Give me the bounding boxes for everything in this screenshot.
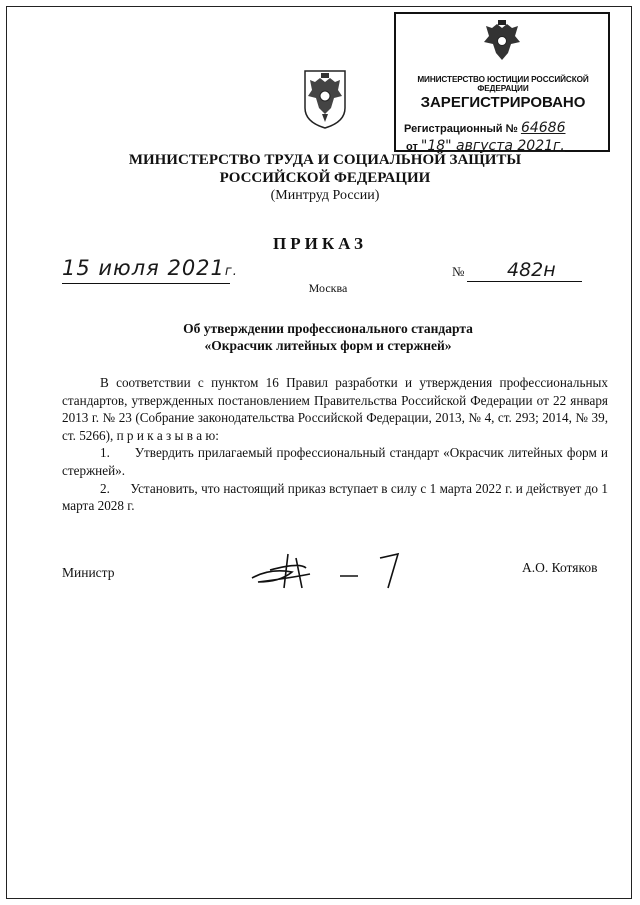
stamp-registration-label: Регистрационный № [404,123,518,135]
stamp-registration-number-row [404,120,565,136]
signatory-role: Министр [62,565,115,580]
body-item-2: 2. Установить, что настоящий приказ вступает в силу с 1 марта 2022 г. и действует до 1 марта 2028 г. [62,480,608,514]
body-intro: В соответствии с пунктом 16 Правил разработки и утверждения профессиональных стандартов, утвержденных постановлением Правительства Российской Федерации от 22 января 2013 г. № 23 (Собрание законодательства Российской Федерации, 2013, № 4, ст. 293; 2014, № 39, ст. 5266), п р и к а з ы в а ю: [62,375,608,443]
stamp-registered-text: ЗАРЕГИСТРИРОВАНО [420,94,586,111]
state-emblem-icon [302,68,348,130]
signatory-name: А.О. Котяков [522,560,598,575]
registration-stamp [394,12,610,152]
ministry-name-line1: МИНИСТЕРСТВО ТРУДА И СОЦИАЛЬНОЙ ЗАЩИТЫ [128,152,522,168]
ministry-short-name: (Минтруд России) [270,188,380,203]
stamp-registration-number: 64686 [520,120,566,136]
document-title-line1: Об утверждении профессионального стандарта [183,321,473,336]
stamp-ministry-text: МИНИСТЕРСТВО ЮСТИЦИИ РОССИЙСКОЙ ФЕДЕРАЦИИ [417,75,589,93]
order-number-sign: № [452,264,465,279]
stamp-emblem-icon [482,20,522,64]
order-date [62,256,238,280]
stamp-date-value: "18" августа 2021г. [420,138,565,154]
order-date-value: 15 июля 2021 [62,256,225,280]
order-title: ПРИКАЗ [273,234,367,253]
handwritten-signature [240,548,420,592]
order-date-suffix: г. [224,264,238,279]
order-number: 482н [507,259,556,281]
ministry-name-line2: РОССИЙСКОЙ ФЕДЕРАЦИИ [219,170,431,186]
body-item-1: 1. Утвердить прилагаемый профессиональный стандарт «Окрасчик литейных форм и стержней». [62,445,608,478]
order-city: Москва [308,281,348,295]
document-title-line2: «Окрасчик литейных форм и стержней» [204,338,452,353]
document-body [62,374,608,515]
stamp-date-label: от [406,141,418,153]
